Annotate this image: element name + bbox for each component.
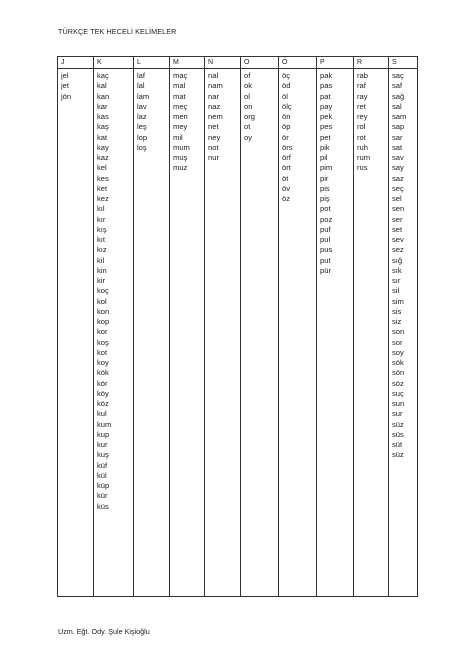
word-item: süz bbox=[392, 419, 404, 429]
word-column bbox=[241, 69, 279, 597]
word-item: jön bbox=[61, 91, 72, 101]
word-item: rus bbox=[357, 163, 368, 173]
word-item: ket bbox=[97, 183, 108, 193]
word-item: pus bbox=[320, 245, 333, 255]
word-item: sağ bbox=[392, 91, 405, 101]
word-item: ot bbox=[244, 122, 251, 132]
word-item: kaş bbox=[97, 122, 109, 132]
word-item: kök bbox=[97, 368, 109, 378]
word-item: küp bbox=[97, 481, 110, 490]
word-item: sap bbox=[392, 122, 405, 132]
word-item: kıl bbox=[97, 204, 105, 214]
word-item: köy bbox=[97, 388, 109, 398]
word-item: nur bbox=[208, 153, 219, 162]
word-item: pak bbox=[320, 71, 333, 80]
word-item: pir bbox=[320, 173, 329, 183]
word-item: naz bbox=[208, 101, 221, 111]
word-item: mal bbox=[173, 81, 186, 91]
word-item: kot bbox=[97, 347, 108, 357]
word-column bbox=[279, 69, 317, 597]
word-item: kat bbox=[97, 132, 108, 142]
word-item: ruh bbox=[357, 142, 368, 152]
word-item: mum bbox=[173, 142, 190, 152]
word-item: küs bbox=[97, 501, 109, 511]
word-item: jet bbox=[61, 81, 70, 91]
word-column bbox=[134, 69, 170, 597]
word-item: pay bbox=[320, 101, 333, 111]
word-item: kop bbox=[97, 317, 110, 326]
word-item: sök bbox=[392, 358, 404, 367]
word-item: leş bbox=[137, 122, 147, 132]
word-item: kör bbox=[97, 378, 108, 388]
column-header: S bbox=[389, 57, 418, 69]
word-item: siz bbox=[392, 317, 402, 326]
word-item: rol bbox=[357, 122, 366, 132]
word-item: kan bbox=[97, 91, 110, 101]
word-item: say bbox=[392, 163, 404, 173]
column-header: L bbox=[134, 57, 170, 69]
word-item: maç bbox=[173, 71, 188, 80]
word-item: rab bbox=[357, 71, 368, 80]
word-item: pet bbox=[320, 132, 331, 142]
word-item: mil bbox=[173, 132, 183, 142]
word-item: kol bbox=[97, 296, 107, 306]
word-item: kir bbox=[97, 276, 106, 285]
word-item: kon bbox=[97, 306, 110, 316]
word-item: söz bbox=[392, 378, 404, 388]
word-item: süz bbox=[392, 450, 404, 460]
word-item: öd bbox=[282, 81, 291, 91]
word-item: saz bbox=[392, 173, 404, 183]
word-item: kor bbox=[97, 327, 108, 337]
word-item: öç bbox=[282, 71, 291, 80]
word-item: lav bbox=[137, 101, 147, 111]
word-item: soy bbox=[392, 347, 404, 357]
word-item: sel bbox=[392, 194, 402, 203]
word-item: sam bbox=[392, 112, 407, 121]
column-header: M bbox=[170, 57, 205, 69]
word-item: not bbox=[208, 142, 219, 152]
word-item: öt bbox=[282, 173, 289, 183]
word-item: oy bbox=[244, 132, 253, 142]
column-header: P bbox=[317, 57, 354, 69]
word-item: pim bbox=[320, 163, 333, 173]
word-item: kaç bbox=[97, 71, 109, 80]
word-item: put bbox=[320, 255, 331, 265]
word-item: pil bbox=[320, 153, 328, 162]
word-item: kur bbox=[97, 440, 108, 449]
word-column bbox=[354, 69, 389, 597]
word-item: poz bbox=[320, 214, 333, 224]
word-item: jel bbox=[61, 71, 69, 80]
word-item: ret bbox=[357, 101, 366, 111]
word-item: nal bbox=[208, 71, 219, 80]
word-item: lop bbox=[137, 132, 148, 142]
column-header: O bbox=[241, 57, 279, 69]
author-footer: Uzm. Eğt. Ody. Şule Kişioğlu bbox=[58, 627, 150, 636]
word-item: ölç bbox=[282, 101, 292, 111]
word-item: sun bbox=[392, 399, 405, 408]
word-item: koç bbox=[97, 286, 109, 296]
word-item: kür bbox=[97, 491, 108, 501]
word-item: sığ bbox=[392, 255, 403, 265]
word-item: öz bbox=[282, 194, 291, 203]
word-item: sor bbox=[392, 337, 403, 347]
word-item: pat bbox=[320, 91, 331, 101]
word-item: nem bbox=[208, 112, 223, 121]
word-item: meç bbox=[173, 101, 188, 111]
word-item: lam bbox=[137, 91, 150, 101]
word-item: sev bbox=[392, 235, 404, 244]
word-item: süs bbox=[392, 429, 404, 439]
word-item: kez bbox=[97, 194, 109, 203]
word-item: sar bbox=[392, 132, 403, 142]
word-item: sez bbox=[392, 245, 404, 255]
word-item: pek bbox=[320, 112, 333, 121]
word-item: pas bbox=[320, 81, 333, 91]
word-item: sen bbox=[392, 204, 405, 214]
word-item: ört bbox=[282, 163, 291, 173]
word-column bbox=[389, 69, 418, 597]
word-item: saf bbox=[392, 81, 403, 91]
word-item: suç bbox=[392, 388, 404, 398]
words-row bbox=[58, 69, 418, 597]
word-item: örs bbox=[282, 142, 293, 152]
word-item: kır bbox=[97, 214, 106, 224]
word-item: sis bbox=[392, 306, 402, 316]
word-item: ray bbox=[357, 91, 368, 101]
word-item: kış bbox=[97, 224, 107, 234]
word-item: süt bbox=[392, 440, 403, 449]
word-item: ön bbox=[282, 112, 291, 121]
word-item: kul bbox=[97, 409, 107, 419]
word-column bbox=[94, 69, 134, 597]
word-item: lal bbox=[137, 81, 145, 91]
word-item: kil bbox=[97, 255, 105, 265]
word-item: kay bbox=[97, 142, 109, 152]
word-item: puf bbox=[320, 224, 331, 234]
word-item: öv bbox=[282, 183, 291, 193]
word-table bbox=[57, 56, 418, 597]
word-item: pis bbox=[320, 183, 330, 193]
column-header: J bbox=[58, 57, 94, 69]
word-item: pik bbox=[320, 142, 330, 152]
header-row bbox=[58, 57, 418, 69]
word-column bbox=[205, 69, 241, 597]
word-item: ol bbox=[244, 91, 250, 101]
word-item: org bbox=[244, 112, 255, 121]
word-item: küf bbox=[97, 460, 108, 470]
word-column bbox=[58, 69, 94, 597]
word-item: kin bbox=[97, 265, 107, 275]
word-item: kas bbox=[97, 112, 109, 121]
column-header: K bbox=[94, 57, 134, 69]
word-item: nam bbox=[208, 81, 223, 91]
word-item: sim bbox=[392, 296, 404, 306]
word-item: örf bbox=[282, 153, 291, 162]
word-item: kız bbox=[97, 245, 107, 255]
word-item: set bbox=[392, 224, 403, 234]
word-item: rey bbox=[357, 112, 368, 121]
word-item: kel bbox=[97, 163, 107, 173]
word-item: rum bbox=[357, 153, 371, 162]
word-item: kup bbox=[97, 429, 110, 439]
word-item: pul bbox=[320, 235, 331, 244]
word-item: laz bbox=[137, 112, 147, 121]
word-item: on bbox=[244, 101, 253, 111]
word-item: köz bbox=[97, 399, 109, 408]
word-item: sav bbox=[392, 153, 404, 162]
word-column bbox=[317, 69, 354, 597]
word-item: kaz bbox=[97, 153, 109, 162]
word-item: rot bbox=[357, 132, 366, 142]
word-column bbox=[170, 69, 205, 597]
word-item: öl bbox=[282, 91, 288, 101]
word-item: mey bbox=[173, 122, 188, 132]
word-item: kül bbox=[97, 470, 107, 480]
word-item: kıt bbox=[97, 235, 106, 244]
word-item: seç bbox=[392, 183, 404, 193]
word-item: piş bbox=[320, 194, 330, 203]
word-item: nar bbox=[208, 91, 219, 101]
word-item: ser bbox=[392, 214, 403, 224]
word-item: muş bbox=[173, 153, 188, 162]
word-item: raf bbox=[357, 81, 366, 91]
word-item: sal bbox=[392, 101, 402, 111]
word-item: ney bbox=[208, 132, 221, 142]
word-item: sur bbox=[392, 409, 403, 419]
word-item: pes bbox=[320, 122, 333, 132]
word-item: koş bbox=[97, 337, 109, 347]
word-item: laf bbox=[137, 71, 146, 80]
word-item: ör bbox=[282, 132, 289, 142]
document-title: TÜRKÇE TEK HECELİ KELİMELER bbox=[58, 27, 177, 36]
word-item: sır bbox=[392, 276, 401, 285]
word-item: pür bbox=[320, 265, 331, 275]
word-item: kal bbox=[97, 81, 107, 91]
word-item: saç bbox=[392, 71, 404, 80]
word-item: kum bbox=[97, 419, 112, 429]
word-item: pot bbox=[320, 204, 331, 214]
word-item: loş bbox=[137, 142, 147, 152]
word-item: of bbox=[244, 71, 251, 80]
word-item: sık bbox=[392, 265, 402, 275]
word-item: sil bbox=[392, 286, 400, 296]
word-item: sat bbox=[392, 142, 403, 152]
word-item: net bbox=[208, 122, 219, 132]
word-item: ok bbox=[244, 81, 253, 91]
word-item: son bbox=[392, 327, 405, 337]
word-item: öp bbox=[282, 122, 291, 132]
column-header: R bbox=[354, 57, 389, 69]
word-item: sön bbox=[392, 368, 405, 378]
word-item: kuş bbox=[97, 450, 109, 460]
word-item: koy bbox=[97, 358, 109, 367]
word-item: mat bbox=[173, 91, 186, 101]
word-item: men bbox=[173, 112, 188, 121]
column-header: N bbox=[205, 57, 241, 69]
column-header: Ö bbox=[279, 57, 317, 69]
word-item: muz bbox=[173, 163, 188, 173]
word-item: kes bbox=[97, 173, 109, 183]
word-item: kar bbox=[97, 101, 108, 111]
